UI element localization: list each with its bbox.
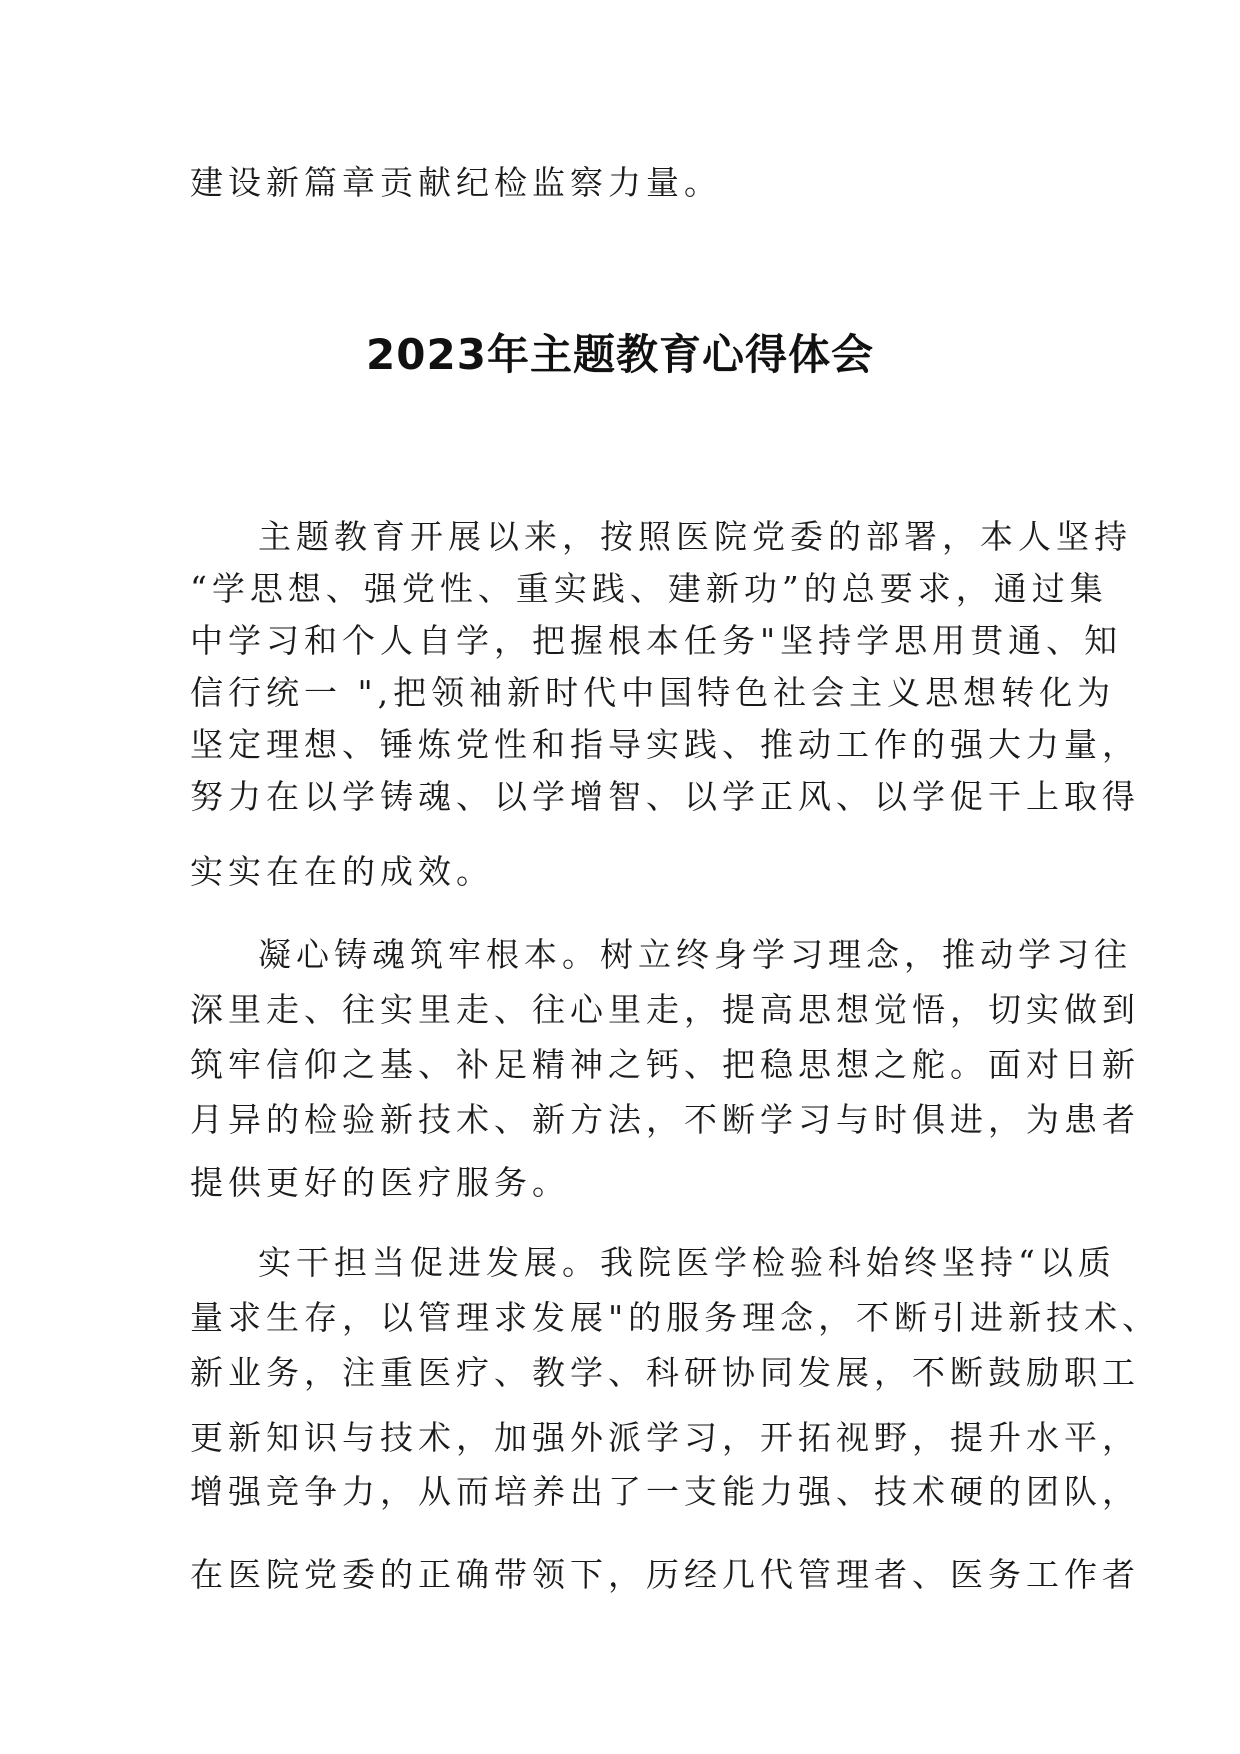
paragraph-1-line-4: 信行统一 ",把领袖新时代中国特色社会主义思想转化为	[190, 673, 1116, 712]
paragraph-1-line-5: 坚定理想、锤炼党性和指导实践、推动工作的强大力量，	[190, 725, 1140, 764]
paragraph-1-line-3: 中学习和个人自学，把握根本任务"坚持学思用贯通、知	[190, 621, 1123, 660]
paragraph-3-line-1: 实干担当促进发展。我院医学检验科始终坚持“以质	[258, 1243, 1116, 1282]
paragraph-2-line-3: 筑牢信仰之基、补足精神之钙、把稳思想之舵。面对日新	[190, 1045, 1140, 1084]
paragraph-1-line-6: 努力在以学铸魂、以学增智、以学正风、以学促干上取得	[190, 777, 1140, 816]
paragraph-1-line-2: “学思想、强党性、重实践、建新功”的总要求，通过集	[190, 569, 1108, 608]
paragraph-1-line-7: 实实在在的成效。	[190, 852, 494, 891]
paragraph-3-line-2: 量求生存，以管理求发展"的服务理念，不断引进新技术、	[190, 1298, 1161, 1337]
paragraph-2-line-5: 提供更好的医疗服务。	[190, 1163, 570, 1202]
paragraph-3-line-6: 在医院党委的正确带领下，历经几代管理者、医务工作者	[190, 1555, 1140, 1594]
paragraph-2-line-2: 深里走、往实里走、往心里走，提高思想觉悟，切实做到	[190, 990, 1140, 1029]
paragraph-3-line-3: 新业务，注重医疗、教学、科研协同发展，不断鼓励职工	[190, 1353, 1140, 1392]
paragraph-3-line-4: 更新知识与技术，加强外派学习，开拓视野，提升水平，	[190, 1418, 1140, 1457]
document-title: 2023年主题教育心得体会	[366, 330, 874, 379]
paragraph-2-line-4: 月异的检验新技术、新方法，不断学习与时俱进，为患者	[190, 1100, 1140, 1139]
paragraph-3-line-5: 增强竞争力，从而培养出了一支能力强、技术硬的团队，	[190, 1472, 1140, 1511]
carryover-line: 建设新篇章贡献纪检监察力量。	[190, 163, 722, 202]
paragraph-2-line-1: 凝心铸魂筑牢根本。树立终身学习理念，推动学习往	[258, 935, 1132, 974]
paragraph-1-line-1: 主题教育开展以来，按照医院党委的部署，本人坚持	[258, 517, 1132, 556]
